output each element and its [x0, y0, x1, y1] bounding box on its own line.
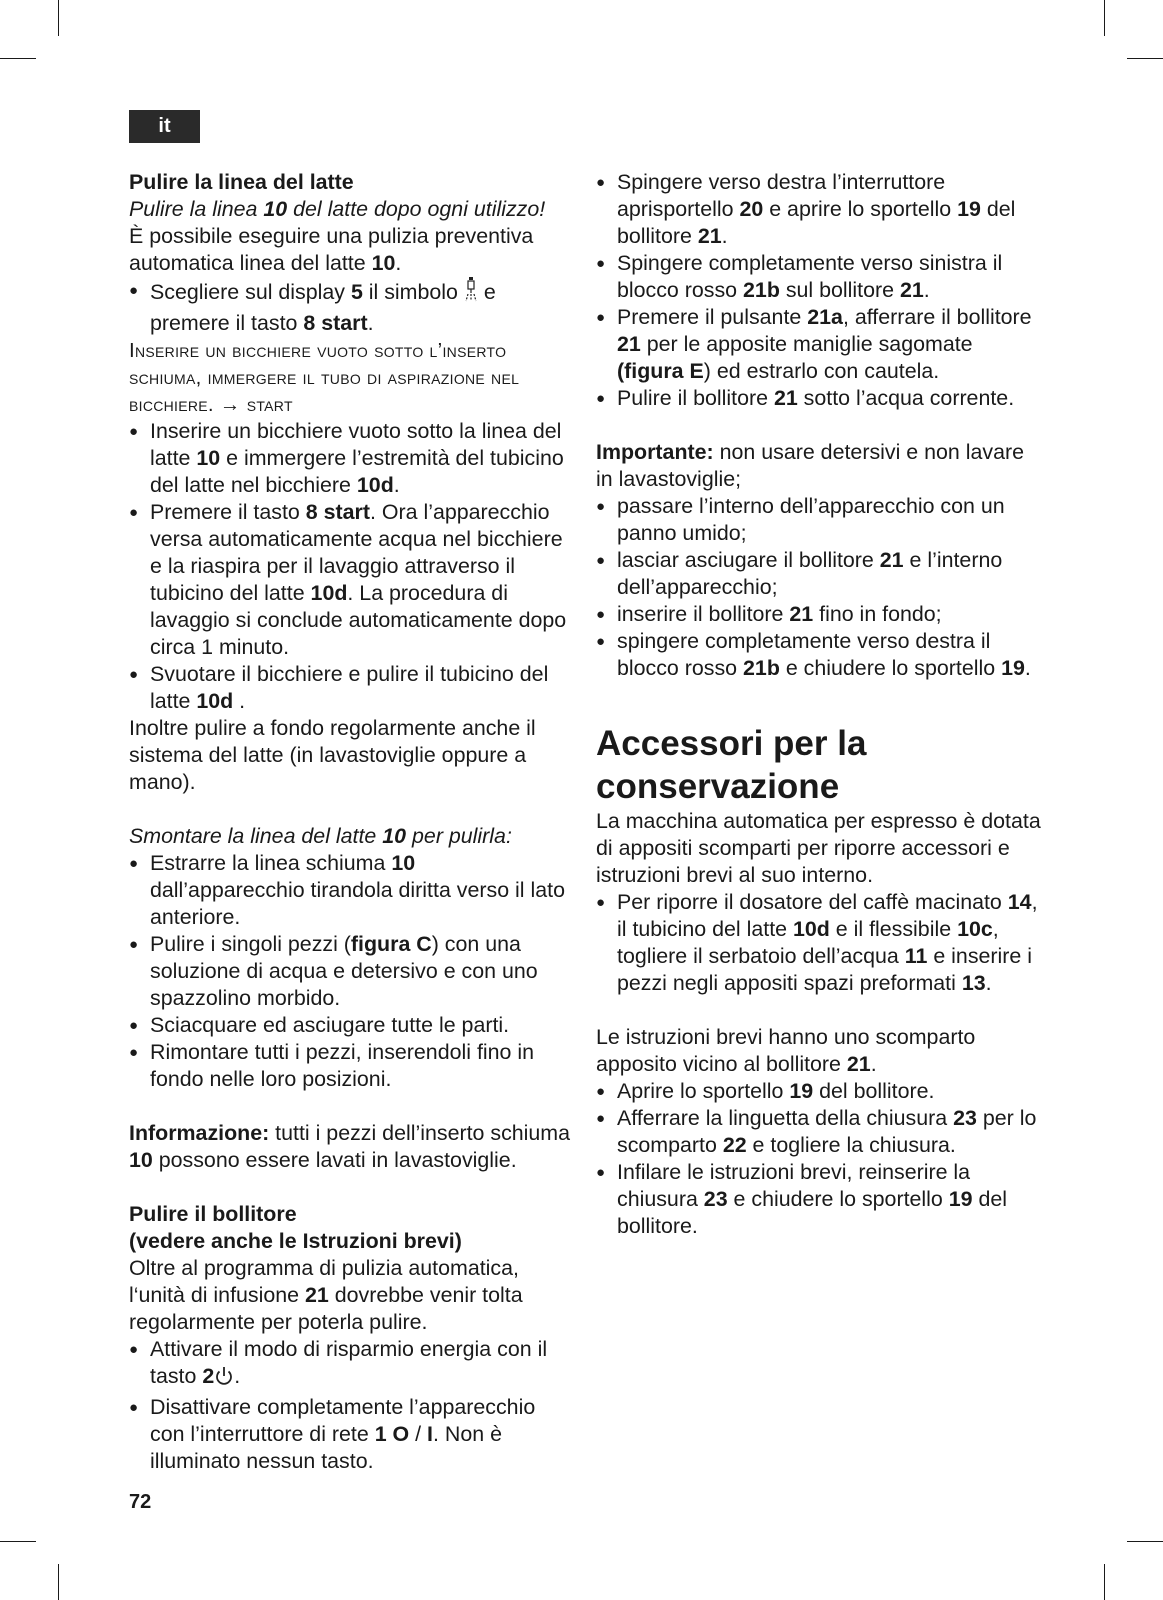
- note-italic: Pulire la linea 10 del latte dopo ogni utilizzo!: [129, 197, 546, 221]
- crop-mark: [1127, 1541, 1163, 1542]
- list-item: ● Estrarre la linea schiuma 10 dall’apparecchio tirandola diritta verso il lato anteriore.: [129, 850, 571, 931]
- list-item: ● Attivare il modo di risparmio energia con il tasto 2 .: [129, 1336, 571, 1394]
- list-item: ● Disattivare completamente l’apparecchio con l’interruttore di rete 1 O / I. Non è illuminato nessun tasto.: [129, 1394, 571, 1475]
- language-tab: it: [129, 110, 200, 143]
- paragraph: Smontare la linea del latte 10 per pulirla:: [129, 824, 512, 848]
- list-item: ● Scegliere sul display 5 il simbolo e premere il tasto 8 start.: [129, 277, 571, 337]
- list-item: ● Rimontare tutti i pezzi, inserendoli fino in fondo nelle loro posizioni.: [129, 1039, 571, 1093]
- paragraph: La macchina automatica per espresso è dotata di appositi scomparti per riporre accessori e istruzioni brevi al suo interno.: [596, 809, 1041, 887]
- info-paragraph: Informazione: tutti i pezzi dell’inserto schiuma 10 possono essere lavati in lavastoviglie.: [129, 1121, 571, 1172]
- display-text: Inserire un bicchiere vuoto sotto l’inserto schiuma, immergere il tubo di aspirazione nel bicchiere. → start: [129, 339, 520, 416]
- section-subheading: (vedere anche le Istruzioni brevi): [129, 1229, 462, 1253]
- list-item: ● Inserire un bicchiere vuoto sotto la linea del latte 10 e immergere l’estremità del tubicino del latte nel bicchiere 10d.: [129, 418, 571, 499]
- list-item: ● Spingere completamente verso sinistra il blocco rosso 21b sul bollitore 21.: [596, 250, 1042, 304]
- left-column: [129, 169, 571, 1475]
- list-item: ● spingere completamente verso destra il blocco rosso 21b e chiudere lo sportello 19.: [596, 628, 1042, 682]
- list-item: ● Svuotare il bicchiere e pulire il tubicino del latte 10d .: [129, 661, 571, 715]
- paragraph: È possibile eseguire una pulizia preventiva automatica linea del latte 10.: [129, 224, 534, 275]
- paragraph: Oltre al programma di pulizia automatica, l‘unità di infusione 21 dovrebbe venir tolta regolarmente per poterla pulire.: [129, 1256, 523, 1334]
- list-item: ● Spingere verso destra l’interruttore aprisportello 20 e aprire lo sportello 19 del bollitore 21.: [596, 169, 1042, 250]
- list-item: ● Premere il pulsante 21a, afferrare il bollitore 21 per le apposite maniglie sagomate (figura E) ed estrarlo con cautela.: [596, 304, 1042, 385]
- crop-mark: [0, 1541, 36, 1542]
- list-item: ● lasciar asciugare il bollitore 21 e l’interno dell’apparecchio;: [596, 547, 1042, 601]
- list-item: ● Pulire i singoli pezzi (figura C) con una soluzione di acqua e detersivo e con uno spazzolino morbido.: [129, 931, 571, 1012]
- section-heading: Pulire il bollitore: [129, 1202, 297, 1226]
- crop-mark: [1104, 1564, 1105, 1600]
- section-title: Accessori per la conservazione: [596, 724, 867, 806]
- list-item: ● passare l’interno dell’apparecchio con un panno umido;: [596, 493, 1042, 547]
- list-item: ● Pulire il bollitore 21 sotto l’acqua corrente.: [596, 385, 1042, 412]
- crop-mark: [0, 58, 36, 59]
- crop-mark: [58, 1564, 59, 1600]
- section-heading: Pulire la linea del latte: [129, 170, 354, 194]
- list-item: ● Sciacquare ed asciugare tutte le parti.: [129, 1012, 571, 1039]
- list-item: ● inserire il bollitore 21 fino in fondo;: [596, 601, 1042, 628]
- milk-line-rinse-icon: [464, 277, 478, 310]
- crop-mark: [58, 0, 59, 36]
- list-item: ● Premere il tasto 8 start. Ora l’apparecchio versa automaticamente acqua nel bicchiere e la riaspira per il lavaggio attraverso il tubicino del latte 10d. La procedura di lavaggio si conclude automaticamente dopo circa 1 minuto.: [129, 499, 571, 661]
- list-item: ● Aprire lo sportello 19 del bollitore.: [596, 1078, 1042, 1105]
- paragraph: Inoltre pulire a fondo regolarmente anche il sistema del latte (in lavastoviglie oppure a mano).: [129, 716, 536, 794]
- crop-mark: [1127, 58, 1163, 59]
- power-icon: [214, 1365, 234, 1394]
- list-item: ● Afferrare la linguetta della chiusura 23 per lo scomparto 22 e togliere la chiusura.: [596, 1105, 1042, 1159]
- paragraph: Le istruzioni brevi hanno uno scomparto apposito vicino al bollitore 21.: [596, 1025, 976, 1076]
- list-item: ● Per riporre il dosatore del caffè macinato 14, il tubicino del latte 10d e il flessibile 10c, togliere il serbatoio dell’acqua 11 e inserire i pezzi negli appositi spazi preformati 13.: [596, 889, 1042, 997]
- page-number: 72: [129, 1491, 152, 1513]
- right-column: [596, 169, 1042, 1240]
- important-paragraph: Importante: non usare detersivi e non lavare in lavastoviglie;: [596, 440, 1025, 491]
- list-item: ● Infilare le istruzioni brevi, reinserire la chiusura 23 e chiudere lo sportello 19 del bollitore.: [596, 1159, 1042, 1240]
- crop-mark: [1104, 0, 1105, 36]
